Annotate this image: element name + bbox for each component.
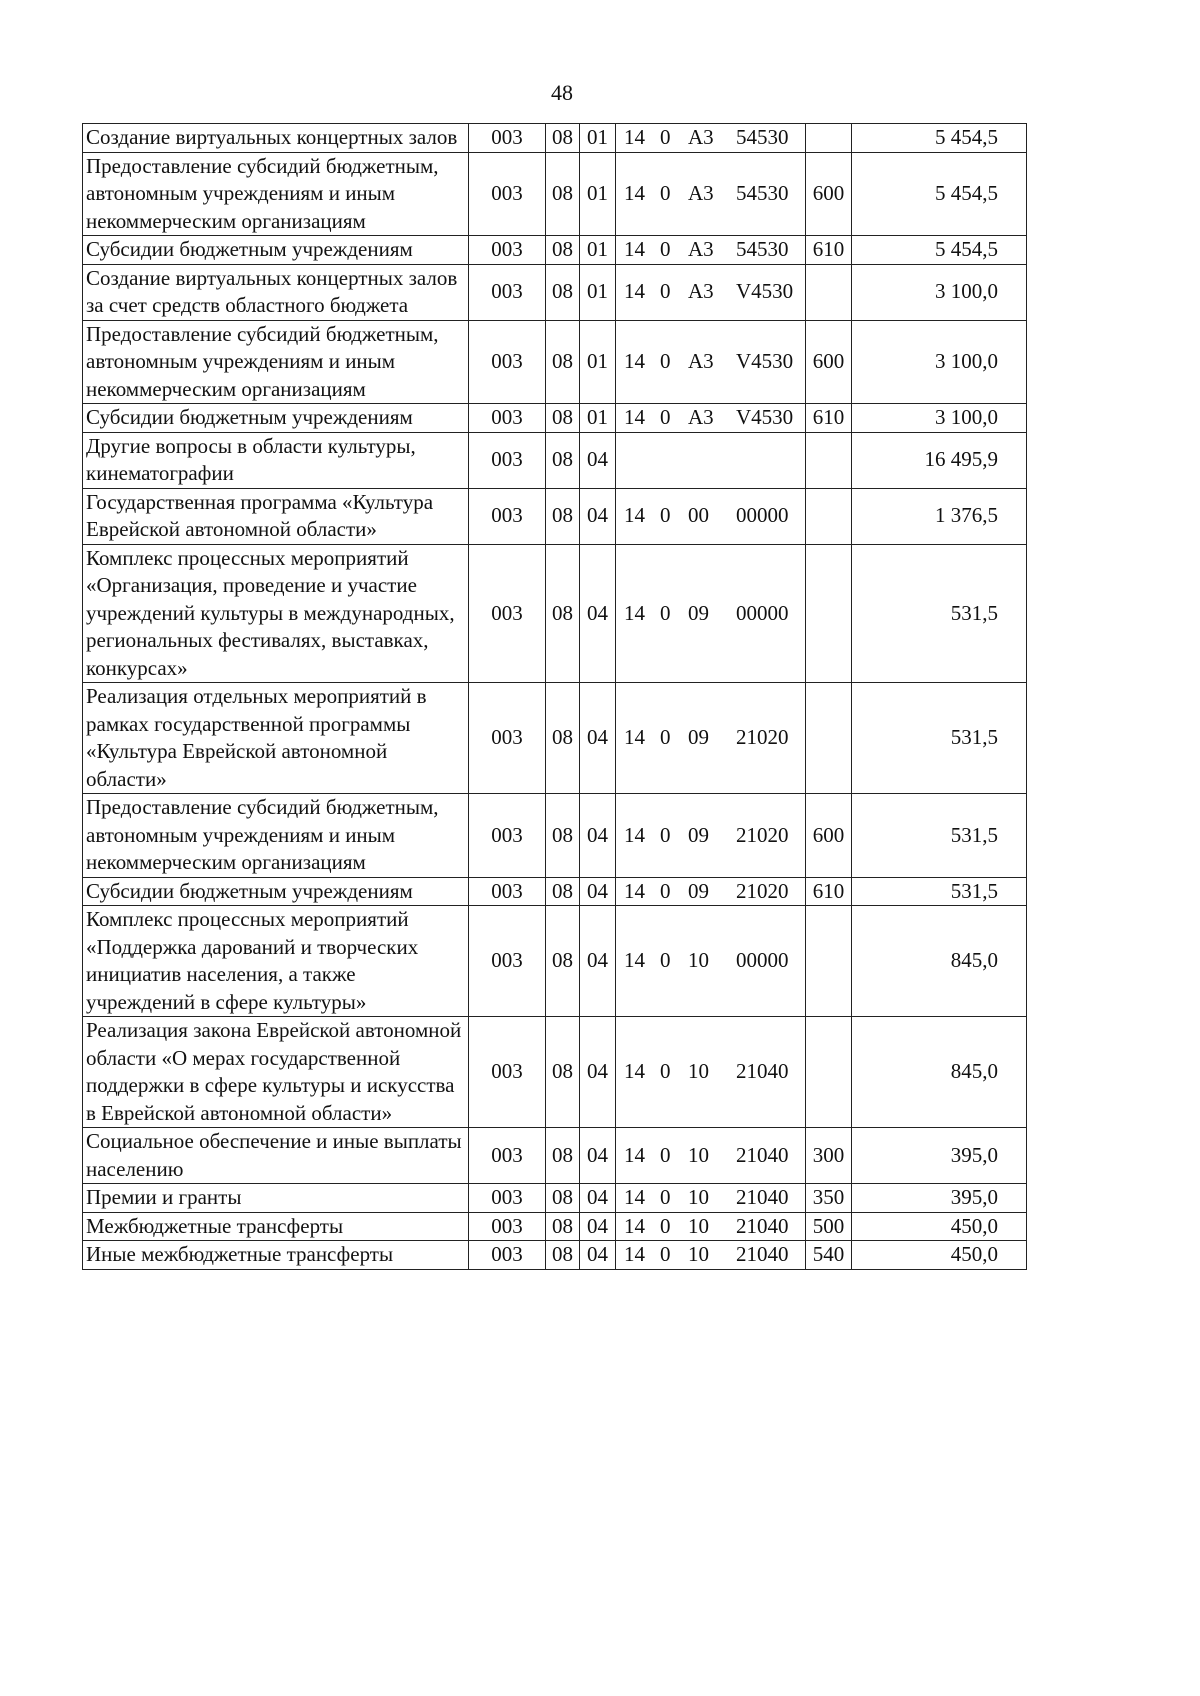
amount: 395,0 <box>852 1184 1027 1213</box>
target-article-code <box>616 236 806 265</box>
expense-type-code: 600 <box>806 320 852 404</box>
expense-type-code: 350 <box>806 1184 852 1213</box>
event-code: 10 <box>688 1213 709 1238</box>
program-code: 14 <box>624 822 645 847</box>
direction-code: V4530 <box>736 279 794 304</box>
subsection-code: 04 <box>580 1212 616 1241</box>
event-code: А3 <box>688 237 714 261</box>
direction-code: V4530 <box>736 405 794 429</box>
direction-code: 00000 <box>736 503 789 528</box>
subsection-code: 04 <box>580 432 616 488</box>
target-article-code <box>616 1128 806 1184</box>
table-row <box>83 236 1027 265</box>
program-code: 14 <box>624 349 645 373</box>
subprogram-code: 0 <box>660 1059 671 1084</box>
target-article-code <box>616 488 806 544</box>
table-row <box>83 1212 1027 1241</box>
program-code: 14 <box>624 237 645 261</box>
row-name: Предоставление субсидий бюджетным, автономным учреждениям и иным некоммерческим организациям <box>83 152 469 236</box>
subprogram-code: 0 <box>660 822 671 847</box>
ministry-code: 003 <box>469 1212 546 1241</box>
page-number: 48 <box>551 80 573 105</box>
table-row <box>83 124 1027 153</box>
direction-code: 21040 <box>736 1059 789 1084</box>
row-name: Комплекс процессных мероприятий «Организация, проведение и участие учреждений культуры в международных, региональных фестивалях, выставках, конкурсах» <box>83 544 469 683</box>
row-name: Комплекс процессных мероприятий «Поддержка дарований и творческих инициатив населения, а также учреждений в сфере культуры» <box>83 906 469 1017</box>
program-code: 14 <box>624 503 645 528</box>
ministry-code: 003 <box>469 1017 546 1128</box>
section-code: 08 <box>546 152 580 236</box>
ministry-code: 003 <box>469 794 546 878</box>
section-code: 08 <box>546 236 580 265</box>
section-code: 08 <box>546 544 580 683</box>
section-code: 08 <box>546 683 580 794</box>
subprogram-code: 0 <box>660 948 671 973</box>
row-name: Премии и гранты <box>83 1184 469 1213</box>
ministry-code: 003 <box>469 432 546 488</box>
amount: 5 454,5 <box>852 152 1027 236</box>
ministry-code: 003 <box>469 544 546 683</box>
row-name: Предоставление субсидий бюджетным, автономным учреждениям и иным некоммерческим организациям <box>83 320 469 404</box>
subsection-code: 04 <box>580 488 616 544</box>
event-code: А3 <box>688 349 714 373</box>
section-code: 08 <box>546 877 580 906</box>
table-row <box>83 906 1027 1017</box>
expense-type-code: 540 <box>806 1241 852 1270</box>
table-row <box>83 152 1027 236</box>
subsection-code: 01 <box>580 264 616 320</box>
row-name: Другие вопросы в области культуры, кинематографии <box>83 432 469 488</box>
subsection-code: 01 <box>580 320 616 404</box>
expense-type-code: 610 <box>806 404 852 433</box>
target-article-code <box>616 683 806 794</box>
section-code: 08 <box>546 320 580 404</box>
subprogram-code: 0 <box>660 405 671 429</box>
section-code: 08 <box>546 124 580 153</box>
section-code: 08 <box>546 404 580 433</box>
subsection-code: 04 <box>580 906 616 1017</box>
target-article-code <box>616 1017 806 1128</box>
target-article-code <box>616 404 806 433</box>
target-article-code <box>616 794 806 878</box>
target-article-code <box>616 906 806 1017</box>
subsection-code: 01 <box>580 404 616 433</box>
program-code: 14 <box>624 181 645 205</box>
program-code: 14 <box>624 948 645 973</box>
subsection-code: 01 <box>580 152 616 236</box>
target-article-code <box>616 264 806 320</box>
direction-code: 54530 <box>736 181 789 205</box>
budget-table-body <box>83 124 1027 1270</box>
subsection-code: 04 <box>580 683 616 794</box>
expense-type-code <box>806 264 852 320</box>
table-row <box>83 683 1027 794</box>
table-row <box>83 544 1027 683</box>
program-code: 14 <box>624 1059 645 1084</box>
row-name: Реализация закона Еврейской автономной области «О мерах государственной поддержки в сфере культуры и искусства в Еврейской автономной области» <box>83 1017 469 1128</box>
table-row <box>83 320 1027 404</box>
amount: 531,5 <box>852 683 1027 794</box>
target-article-code <box>616 152 806 236</box>
target-article-code <box>616 320 806 404</box>
expense-type-code: 610 <box>806 877 852 906</box>
amount: 450,0 <box>852 1241 1027 1270</box>
subprogram-code: 0 <box>660 1142 671 1167</box>
expense-type-code <box>806 124 852 153</box>
row-name: Субсидии бюджетным учреждениям <box>83 877 469 906</box>
ministry-code: 003 <box>469 683 546 794</box>
row-name: Межбюджетные трансферты <box>83 1212 469 1241</box>
ministry-code: 003 <box>469 1184 546 1213</box>
program-code: 14 <box>624 1242 645 1266</box>
program-code: 14 <box>624 725 645 750</box>
expense-type-code <box>806 906 852 1017</box>
expense-type-code <box>806 1017 852 1128</box>
direction-code: 21040 <box>736 1142 789 1167</box>
expense-type-code: 500 <box>806 1212 852 1241</box>
amount: 5 454,5 <box>852 236 1027 265</box>
amount: 3 100,0 <box>852 404 1027 433</box>
amount: 531,5 <box>852 544 1027 683</box>
amount: 845,0 <box>852 1017 1027 1128</box>
direction-code: 21020 <box>736 725 789 750</box>
ministry-code: 003 <box>469 877 546 906</box>
subsection-code: 04 <box>580 1184 616 1213</box>
section-code: 08 <box>546 1184 580 1213</box>
subprogram-code: 0 <box>660 181 671 205</box>
amount: 3 100,0 <box>852 320 1027 404</box>
program-code: 14 <box>624 878 645 903</box>
ministry-code: 003 <box>469 124 546 153</box>
ministry-code: 003 <box>469 152 546 236</box>
table-row <box>83 404 1027 433</box>
program-code: 14 <box>624 600 645 625</box>
event-code: 10 <box>688 948 709 973</box>
ministry-code: 003 <box>469 1128 546 1184</box>
table-row <box>83 1017 1027 1128</box>
ministry-code: 003 <box>469 320 546 404</box>
expense-type-code <box>806 683 852 794</box>
expense-type-code: 610 <box>806 236 852 265</box>
expense-type-code <box>806 544 852 683</box>
direction-code: V4530 <box>736 349 794 373</box>
amount: 531,5 <box>852 877 1027 906</box>
amount: 3 100,0 <box>852 264 1027 320</box>
direction-code: 54530 <box>736 237 789 261</box>
program-code: 14 <box>624 1213 645 1238</box>
ministry-code: 003 <box>469 404 546 433</box>
subprogram-code: 0 <box>660 237 671 261</box>
subprogram-code: 0 <box>660 125 671 149</box>
budget-table <box>82 123 1027 1270</box>
subprogram-code: 0 <box>660 1185 671 1209</box>
event-code: А3 <box>688 125 714 149</box>
table-row <box>83 488 1027 544</box>
row-name: Субсидии бюджетным учреждениям <box>83 404 469 433</box>
target-article-code <box>616 877 806 906</box>
expense-type-code: 600 <box>806 794 852 878</box>
row-name: Социальное обеспечение и иные выплаты населению <box>83 1128 469 1184</box>
subsection-code: 04 <box>580 877 616 906</box>
table-row <box>83 877 1027 906</box>
section-code: 08 <box>546 488 580 544</box>
subsection-code: 01 <box>580 124 616 153</box>
direction-code: 21040 <box>736 1185 789 1209</box>
ministry-code: 003 <box>469 264 546 320</box>
target-article-code <box>616 1212 806 1241</box>
table-row <box>83 1128 1027 1184</box>
event-code: 10 <box>688 1242 709 1266</box>
amount: 531,5 <box>852 794 1027 878</box>
table-row <box>83 1241 1027 1270</box>
section-code: 08 <box>546 1212 580 1241</box>
event-code: 09 <box>688 878 709 903</box>
row-name: Субсидии бюджетным учреждениям <box>83 236 469 265</box>
row-name: Государственная программа «Культура Еврейской автономной области» <box>83 488 469 544</box>
target-article-code <box>616 544 806 683</box>
subprogram-code: 0 <box>660 349 671 373</box>
target-article-code <box>616 124 806 153</box>
direction-code: 00000 <box>736 600 789 625</box>
subprogram-code: 0 <box>660 600 671 625</box>
section-code: 08 <box>546 906 580 1017</box>
target-article-code <box>616 432 806 488</box>
section-code: 08 <box>546 1017 580 1128</box>
table-row <box>83 1184 1027 1213</box>
subprogram-code: 0 <box>660 878 671 903</box>
target-article-code <box>616 1241 806 1270</box>
section-code: 08 <box>546 1241 580 1270</box>
amount: 16 495,9 <box>852 432 1027 488</box>
program-code: 14 <box>624 1185 645 1209</box>
event-code: 09 <box>688 600 709 625</box>
program-code: 14 <box>624 279 645 304</box>
subprogram-code: 0 <box>660 503 671 528</box>
program-code: 14 <box>624 1142 645 1167</box>
event-code: А3 <box>688 181 714 205</box>
subsection-code: 04 <box>580 1017 616 1128</box>
expense-type-code <box>806 488 852 544</box>
program-code: 14 <box>624 125 645 149</box>
expense-type-code: 300 <box>806 1128 852 1184</box>
event-code: А3 <box>688 279 714 304</box>
expense-type-code: 600 <box>806 152 852 236</box>
ministry-code: 003 <box>469 236 546 265</box>
row-name: Создание виртуальных концертных залов за счет средств областного бюджета <box>83 264 469 320</box>
section-code: 08 <box>546 264 580 320</box>
section-code: 08 <box>546 432 580 488</box>
event-code: 09 <box>688 822 709 847</box>
program-code: 14 <box>624 405 645 429</box>
expense-type-code <box>806 432 852 488</box>
direction-code: 21040 <box>736 1242 789 1266</box>
event-code: 10 <box>688 1059 709 1084</box>
amount: 1 376,5 <box>852 488 1027 544</box>
subsection-code: 01 <box>580 236 616 265</box>
row-name: Предоставление субсидий бюджетным, автономным учреждениям и иным некоммерческим организациям <box>83 794 469 878</box>
subprogram-code: 0 <box>660 279 671 304</box>
ministry-code: 003 <box>469 488 546 544</box>
amount: 5 454,5 <box>852 124 1027 153</box>
direction-code: 21020 <box>736 878 789 903</box>
subprogram-code: 0 <box>660 1242 671 1266</box>
amount: 845,0 <box>852 906 1027 1017</box>
row-name: Создание виртуальных концертных залов <box>83 124 469 153</box>
table-row <box>83 264 1027 320</box>
subprogram-code: 0 <box>660 725 671 750</box>
table-row <box>83 794 1027 878</box>
direction-code: 21020 <box>736 822 789 847</box>
amount: 395,0 <box>852 1128 1027 1184</box>
event-code: 10 <box>688 1185 709 1209</box>
event-code: 09 <box>688 725 709 750</box>
event-code: 10 <box>688 1142 709 1167</box>
subsection-code: 04 <box>580 794 616 878</box>
section-code: 08 <box>546 794 580 878</box>
amount: 450,0 <box>852 1212 1027 1241</box>
target-article-code <box>616 1184 806 1213</box>
subsection-code: 04 <box>580 1128 616 1184</box>
ministry-code: 003 <box>469 1241 546 1270</box>
row-name: Реализация отдельных мероприятий в рамках государственной программы «Культура Еврейской автономной области» <box>83 683 469 794</box>
event-code: 00 <box>688 503 709 528</box>
event-code: А3 <box>688 405 714 429</box>
row-name: Иные межбюджетные трансферты <box>83 1241 469 1270</box>
direction-code: 54530 <box>736 125 789 149</box>
direction-code: 21040 <box>736 1213 789 1238</box>
table-row <box>83 432 1027 488</box>
subprogram-code: 0 <box>660 1213 671 1238</box>
subsection-code: 04 <box>580 544 616 683</box>
direction-code: 00000 <box>736 948 789 973</box>
ministry-code: 003 <box>469 906 546 1017</box>
section-code: 08 <box>546 1128 580 1184</box>
subsection-code: 04 <box>580 1241 616 1270</box>
